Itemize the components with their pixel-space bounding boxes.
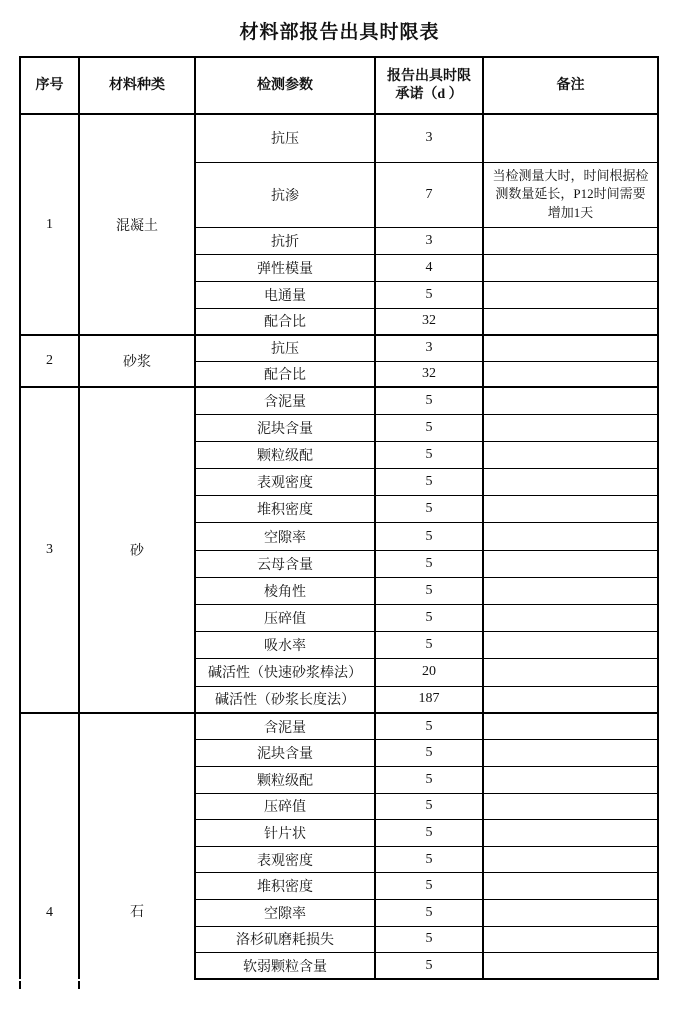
days-cell: 3 (375, 114, 483, 162)
param-cell: 针片状 (195, 820, 375, 847)
days-cell: 5 (375, 926, 483, 953)
days-cell: 5 (375, 713, 483, 740)
table-row (20, 713, 658, 740)
note-cell (483, 414, 658, 441)
serial-cell: 1 (20, 114, 79, 335)
param-cell: 堆积密度 (195, 873, 375, 900)
param-cell: 洛杉矶磨耗损失 (195, 926, 375, 953)
param-cell: 软弱颗粒含量 (195, 953, 375, 980)
note-cell (483, 254, 658, 281)
days-cell: 5 (375, 577, 483, 604)
column-header-2: 检测参数 (195, 57, 375, 114)
note-cell (483, 820, 658, 847)
days-cell: 3 (375, 227, 483, 254)
days-cell: 5 (375, 740, 483, 767)
material-cell: 砂浆 (79, 335, 195, 387)
param-cell: 泥块含量 (195, 414, 375, 441)
days-cell: 32 (375, 361, 483, 387)
note-cell (483, 873, 658, 900)
material-cell: 砂 (79, 387, 195, 713)
cutoff-border-tail-serial (78, 981, 80, 989)
days-cell: 5 (375, 523, 483, 550)
material-cell: 石 (79, 713, 195, 979)
param-cell: 抗压 (195, 335, 375, 361)
param-cell: 棱角性 (195, 577, 375, 604)
param-cell: 碱活性（快速砂浆棒法） (195, 659, 375, 686)
days-cell: 5 (375, 766, 483, 793)
param-cell: 弹性模量 (195, 254, 375, 281)
note-cell (483, 740, 658, 767)
note-cell (483, 281, 658, 308)
note-cell (483, 469, 658, 496)
note-cell (483, 308, 658, 335)
note-cell (483, 793, 658, 820)
note-cell: 当检测量大时，时间根据检测数量延长，P12时间需要增加1天 (483, 162, 658, 227)
page-title: 材料部报告出具时限表 (239, 22, 440, 43)
note-cell (483, 686, 658, 713)
param-cell: 颗粒级配 (195, 441, 375, 468)
column-header-4: 备注 (483, 57, 658, 114)
table-row (20, 335, 658, 361)
days-cell: 3 (375, 335, 483, 361)
days-cell: 5 (375, 632, 483, 659)
days-cell: 5 (375, 281, 483, 308)
cutoff-border-tail-left (19, 981, 21, 989)
param-cell: 抗折 (195, 227, 375, 254)
param-cell: 碱活性（砂浆长度法） (195, 686, 375, 713)
param-cell: 泥块含量 (195, 740, 375, 767)
table-body (20, 114, 658, 979)
note-cell (483, 766, 658, 793)
note-cell (483, 953, 658, 980)
days-cell: 5 (375, 953, 483, 980)
param-cell: 抗压 (195, 114, 375, 162)
param-cell: 空隙率 (195, 899, 375, 926)
note-cell (483, 523, 658, 550)
days-cell: 5 (375, 469, 483, 496)
days-cell: 32 (375, 308, 483, 335)
param-cell: 颗粒级配 (195, 766, 375, 793)
param-cell: 压碎值 (195, 605, 375, 632)
days-cell: 5 (375, 414, 483, 441)
param-cell: 压碎值 (195, 793, 375, 820)
param-cell: 抗渗 (195, 162, 375, 227)
header-row (20, 57, 658, 114)
days-cell: 5 (375, 550, 483, 577)
serial-cell: 4 (20, 713, 79, 979)
days-cell: 7 (375, 162, 483, 227)
column-header-1: 材料种类 (79, 57, 195, 114)
note-cell (483, 605, 658, 632)
table-header (20, 57, 658, 114)
days-cell: 5 (375, 441, 483, 468)
days-cell: 5 (375, 873, 483, 900)
param-cell: 配合比 (195, 361, 375, 387)
note-cell (483, 335, 658, 361)
note-cell (483, 114, 658, 162)
material-cell: 混凝土 (79, 114, 195, 335)
days-cell: 5 (375, 846, 483, 873)
param-cell: 吸水率 (195, 632, 375, 659)
days-cell: 5 (375, 899, 483, 926)
report-table (19, 56, 659, 980)
serial-cell: 3 (20, 387, 79, 713)
column-header-0: 序号 (20, 57, 79, 114)
note-cell (483, 632, 658, 659)
note-cell (483, 577, 658, 604)
column-header-3: 报告出具时限 承诺（d ） (375, 57, 483, 114)
param-cell: 含泥量 (195, 713, 375, 740)
note-cell (483, 899, 658, 926)
param-cell: 表观密度 (195, 846, 375, 873)
table-row (20, 114, 658, 162)
note-cell (483, 846, 658, 873)
days-cell: 5 (375, 496, 483, 523)
note-cell (483, 361, 658, 387)
days-cell: 20 (375, 659, 483, 686)
days-cell: 5 (375, 387, 483, 414)
days-cell: 5 (375, 820, 483, 847)
param-cell: 含泥量 (195, 387, 375, 414)
param-cell: 配合比 (195, 308, 375, 335)
note-cell (483, 227, 658, 254)
param-cell: 云母含量 (195, 550, 375, 577)
days-cell: 187 (375, 686, 483, 713)
note-cell (483, 550, 658, 577)
days-cell: 5 (375, 605, 483, 632)
days-cell: 4 (375, 254, 483, 281)
note-cell (483, 713, 658, 740)
note-cell (483, 441, 658, 468)
param-cell: 电通量 (195, 281, 375, 308)
param-cell: 空隙率 (195, 523, 375, 550)
note-cell (483, 926, 658, 953)
days-cell: 5 (375, 793, 483, 820)
param-cell: 堆积密度 (195, 496, 375, 523)
serial-cell: 2 (20, 335, 79, 387)
note-cell (483, 496, 658, 523)
table-row (20, 387, 658, 414)
param-cell: 表观密度 (195, 469, 375, 496)
note-cell (483, 387, 658, 414)
note-cell (483, 659, 658, 686)
